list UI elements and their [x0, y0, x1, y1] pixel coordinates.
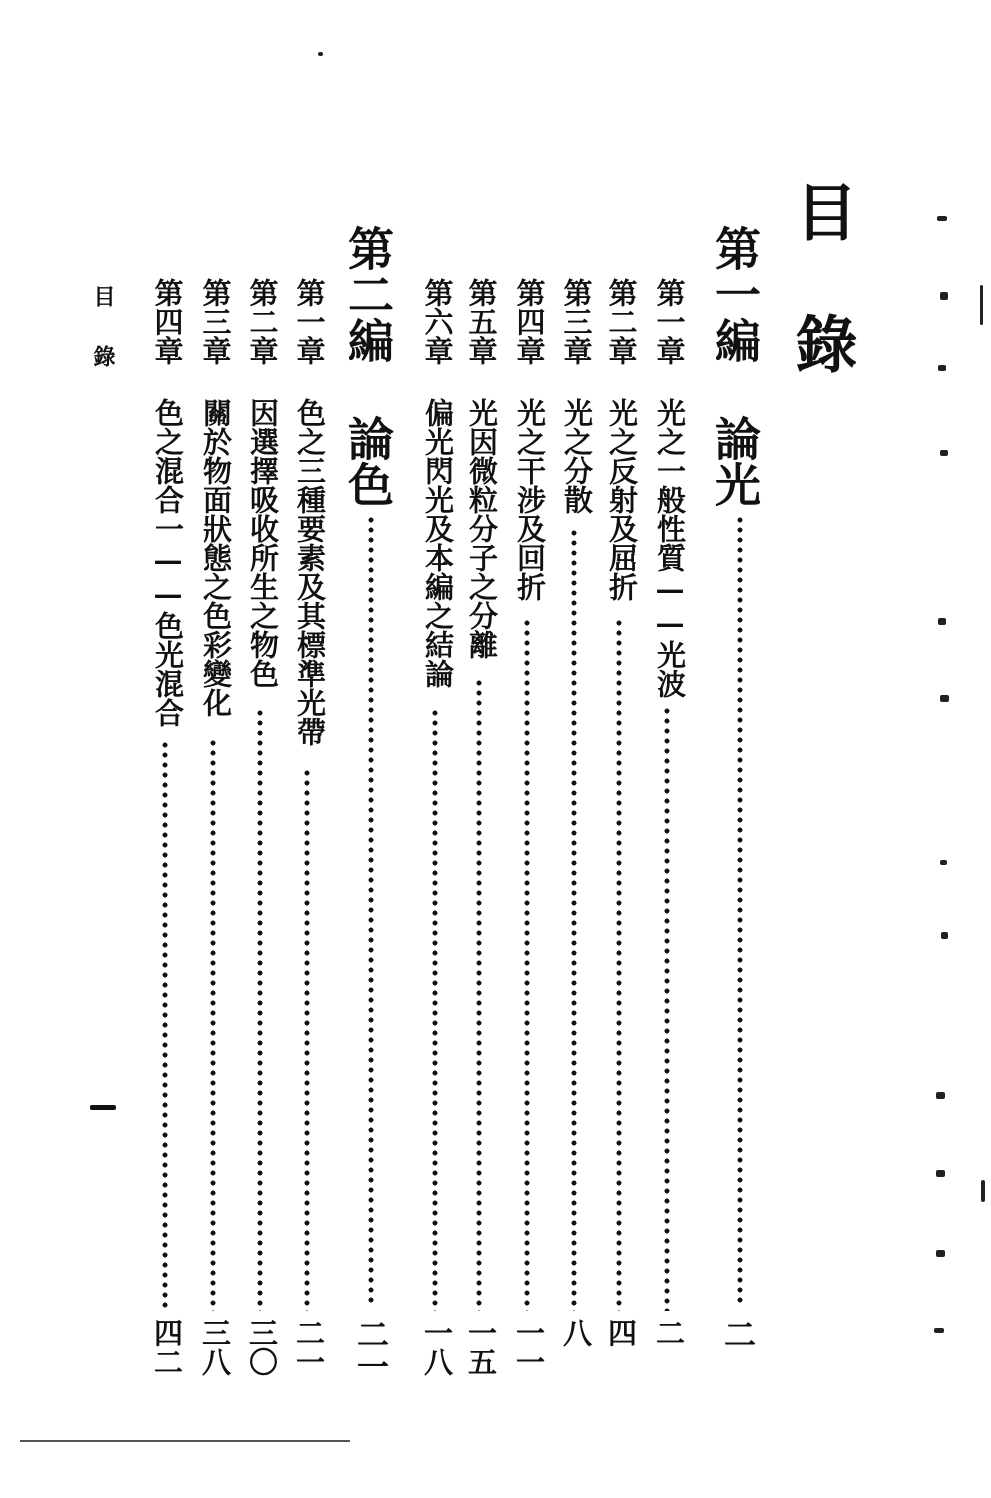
- running-head-char-2: 錄: [90, 345, 116, 367]
- toc-entry: [557, 278, 597, 1378]
- chapter-title: 光之反射及屈折: [605, 398, 640, 601]
- leader-dots: [475, 678, 483, 1311]
- toc-entry: [418, 278, 458, 1378]
- leader-dots: [161, 740, 169, 1311]
- chapter-label: 第三章: [559, 278, 594, 365]
- chapter-label: 第四章: [512, 278, 547, 365]
- chapter-label: 第二章: [245, 278, 280, 365]
- leader-dots: [736, 515, 744, 1305]
- page-number: 四二: [150, 1318, 184, 1376]
- chapter-label: 第三章: [198, 278, 233, 365]
- scan-mark: [936, 1170, 945, 1177]
- scan-mark: [981, 1180, 985, 1202]
- scan-mark: [940, 860, 947, 865]
- chapter-title: 色之混合一——色光混合: [151, 398, 186, 727]
- chapter-label: 第五章: [464, 278, 499, 365]
- leader-dots: [523, 618, 531, 1311]
- chapter-title: 因選擇吸收所生之物色: [246, 398, 281, 688]
- scan-mark: [941, 932, 948, 939]
- scan-mark: [938, 365, 946, 371]
- chapter-title: 光之干涉及回折: [513, 398, 548, 601]
- page-number: 一五: [464, 1318, 498, 1376]
- chapter-label: 第一章: [292, 278, 327, 365]
- part-label: 第一編: [708, 225, 762, 363]
- part-title: 論色: [341, 415, 395, 507]
- page-number: 一八: [420, 1318, 454, 1376]
- toc-entry: [290, 278, 330, 1378]
- leader-dots: [367, 515, 375, 1305]
- chapter-title: 偏光閃光及本編之結論: [421, 398, 456, 688]
- scan-mark: [934, 1328, 944, 1333]
- page-number: 二一: [292, 1318, 326, 1376]
- chapter-title: 光因微粒分子之分離: [465, 398, 500, 659]
- scan-mark: [937, 216, 947, 221]
- scan-mark: [936, 1250, 945, 1257]
- title-char-1: 目: [785, 180, 858, 242]
- toc-entry: [196, 278, 236, 1378]
- leader-dots: [570, 528, 578, 1311]
- scan-mark: [936, 1092, 945, 1099]
- part-label: 第二編: [341, 225, 395, 363]
- page-number: 八: [559, 1318, 593, 1347]
- page-number: 二: [652, 1318, 686, 1347]
- bottom-rule: [20, 1440, 350, 1442]
- page-number: 一一: [512, 1318, 546, 1376]
- chapter-title: 光之分散: [560, 398, 595, 514]
- toc-entry: [243, 278, 283, 1378]
- folio-number: [90, 1105, 116, 1110]
- chapter-title: 色之三種要素及其標準光帶: [293, 398, 328, 746]
- scan-mark: [938, 618, 946, 625]
- part-heading: [708, 225, 772, 1385]
- running-head: [92, 285, 114, 367]
- scan-mark: [980, 285, 983, 325]
- page-number: 二: [719, 1318, 757, 1350]
- toc-entry: [462, 278, 502, 1378]
- scan-mark: [940, 695, 949, 702]
- page-title: [785, 180, 858, 374]
- chapter-label: 第四章: [150, 278, 185, 365]
- scan-mark: [940, 450, 948, 456]
- toc-entry: [510, 278, 550, 1378]
- page-number: 二一: [352, 1318, 390, 1382]
- toc-entry: [650, 278, 690, 1378]
- part-title: 論光: [708, 415, 762, 507]
- toc-entry: [602, 278, 642, 1378]
- page-number: 三〇: [245, 1318, 279, 1376]
- scan-mark: [318, 52, 323, 56]
- page-number: 四: [604, 1318, 638, 1347]
- leader-dots: [431, 708, 439, 1311]
- leader-dots: [303, 768, 311, 1311]
- page-number: 三八: [198, 1318, 232, 1376]
- leader-dots: [209, 738, 217, 1311]
- toc-entry: [148, 278, 188, 1378]
- chapter-label: 第二章: [604, 278, 639, 365]
- chapter-title: 關於物面狀態之色彩變化: [199, 398, 234, 717]
- leader-dots: [615, 618, 623, 1311]
- title-char-2: 錄: [785, 312, 858, 374]
- leader-dots: [663, 706, 671, 1311]
- part-heading: [341, 225, 405, 1385]
- running-head-char-1: 目: [90, 285, 116, 307]
- chapter-title: 光之一般性質——光波: [653, 398, 688, 698]
- chapter-label: 第一章: [652, 278, 687, 365]
- leader-dots: [256, 708, 264, 1311]
- chapter-label: 第六章: [420, 278, 455, 365]
- scan-mark: [940, 292, 948, 300]
